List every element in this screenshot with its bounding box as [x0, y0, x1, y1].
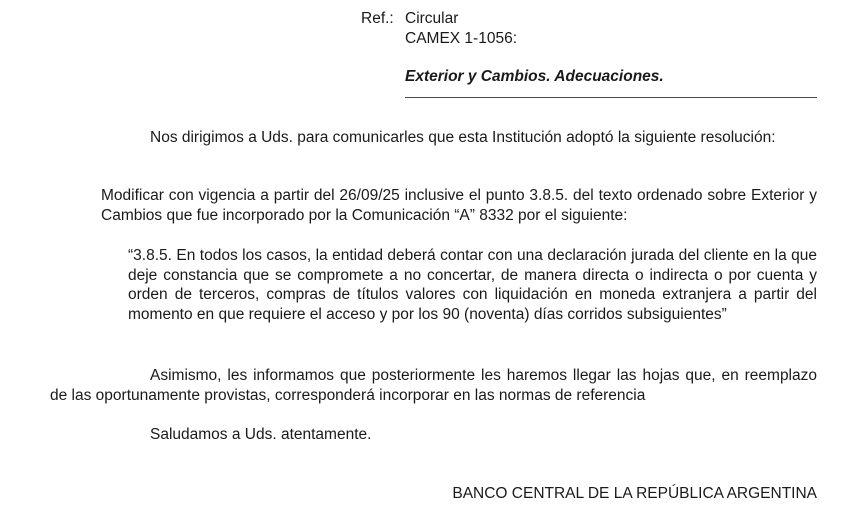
- closing-salutation: Saludamos a Uds. atentamente.: [150, 426, 372, 443]
- subject-divider: [405, 97, 817, 98]
- subject-title: Exterior y Cambios. Adecuaciones.: [405, 68, 664, 85]
- signature-block: BANCO CENTRAL DE LA REPÚBLICA ARGENTINA: [452, 485, 817, 502]
- opening-text: Nos dirigimos a Uds. para comunicarles que esta Institución adoptó la siguiente resolución:: [150, 129, 776, 146]
- reference-type: Circular: [405, 10, 459, 27]
- notice-text: Asimismo, les informamos que posteriormente les haremos llegar las hojas que, en reemplazo de las oportunamente provistas, corresponderá incorporar en las normas de referencia: [50, 367, 817, 404]
- reference-label: Ref.:: [361, 10, 394, 27]
- notice-paragraph: [50, 366, 817, 405]
- opening-paragraph: [50, 128, 817, 148]
- resolution-paragraph: Modificar con vigencia a partir del 26/09/25 inclusive el punto 3.8.5. del texto ordenado sobre Exterior y Cambios que fue incorporado por la Comunicación “A” 8332 por el siguiente:: [101, 187, 817, 224]
- quoted-provision: “3.8.5. En todos los casos, la entidad deberá contar con una declaración jurada del cliente en la que deje constancia que se compromete a no concertar, de manera directa o indirecta o por cuenta y orden de terceros, compras de títulos valores con liquidación en moneda extranjera a partir del momento en que requiere el acceso y por los 90 (noventa) días corridos subsiguientes”: [128, 247, 817, 323]
- reference-number: CAMEX 1-1056:: [405, 30, 517, 47]
